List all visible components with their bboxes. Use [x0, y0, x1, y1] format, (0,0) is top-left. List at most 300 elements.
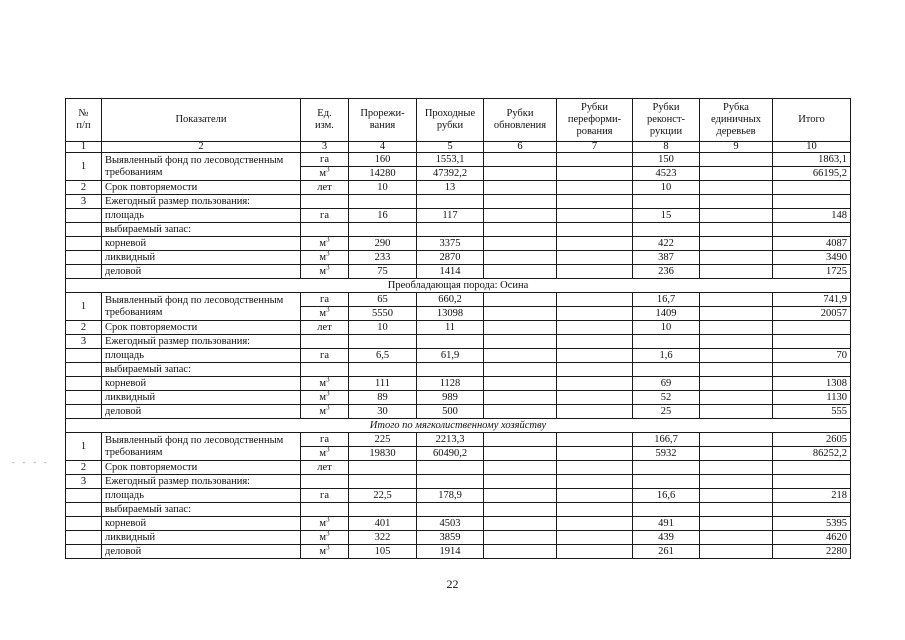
empty-cell — [773, 335, 851, 349]
unit-cell — [301, 237, 349, 251]
unit-cell: лет — [301, 321, 349, 335]
value-single — [700, 461, 773, 475]
value-single — [700, 321, 773, 335]
indicator-label: Ежегодный размер пользования: — [102, 195, 301, 209]
empty-cell — [557, 503, 633, 517]
value-single — [700, 349, 773, 363]
value-thinning: 5550 — [349, 307, 417, 321]
row-number — [66, 223, 102, 237]
value-single — [700, 545, 773, 559]
empty-cell — [700, 195, 773, 209]
value-reform — [557, 545, 633, 559]
table-row — [66, 209, 851, 223]
unit-text: м — [319, 392, 327, 403]
value-reconstr: 1,6 — [633, 349, 700, 363]
header-row — [66, 99, 851, 142]
empty-cell — [301, 223, 349, 237]
value-thinning — [349, 461, 417, 475]
empty-cell — [349, 335, 417, 349]
value-reform — [557, 181, 633, 195]
value-reconstr: 261 — [633, 545, 700, 559]
value-thinning: 111 — [349, 377, 417, 391]
value-total: 1308 — [773, 377, 851, 391]
value-passage: 2870 — [417, 251, 484, 265]
value-total: 1130 — [773, 391, 851, 405]
value-single — [700, 489, 773, 503]
value-total: 5395 — [773, 517, 851, 531]
value-thinning: 75 — [349, 265, 417, 279]
value-renewal — [484, 237, 557, 251]
unit-text: м — [319, 518, 327, 529]
value-reconstr: 52 — [633, 391, 700, 405]
value-thinning: 105 — [349, 545, 417, 559]
unit-cell — [301, 517, 349, 531]
indicator-label: ликвидный — [102, 251, 301, 265]
empty-cell — [349, 195, 417, 209]
row-number: 3 — [66, 475, 102, 489]
unit-text: м — [319, 546, 327, 557]
empty-cell — [301, 195, 349, 209]
indicator-label: Срок повторяемости — [102, 181, 301, 195]
indicator-label: Выявленный фонд по лесоводственным требованиям — [102, 293, 301, 321]
value-reform — [557, 167, 633, 181]
unit-cell — [301, 307, 349, 321]
indicator-label: Выявленный фонд по лесоводственным требованиям — [102, 153, 301, 181]
value-total: 70 — [773, 349, 851, 363]
unit-cell — [301, 349, 349, 363]
value-thinning: 225 — [349, 433, 417, 447]
value-reconstr: 25 — [633, 405, 700, 419]
unit-text: га — [320, 350, 329, 361]
empty-cell — [557, 195, 633, 209]
value-single — [700, 293, 773, 307]
unit-cell — [301, 405, 349, 419]
value-reconstr: 491 — [633, 517, 700, 531]
value-single — [700, 153, 773, 167]
value-total — [773, 321, 851, 335]
unit-cell — [301, 293, 349, 307]
row-number — [66, 265, 102, 279]
value-passage: 3859 — [417, 531, 484, 545]
value-thinning: 322 — [349, 531, 417, 545]
indicator-label: ликвидный — [102, 391, 301, 405]
unit-text: м — [319, 252, 327, 263]
unit-cell — [301, 209, 349, 223]
value-reform — [557, 377, 633, 391]
value-renewal — [484, 391, 557, 405]
table-row — [66, 475, 851, 489]
col-header-reform: Рубки переформи- рования — [557, 99, 633, 142]
empty-cell — [417, 195, 484, 209]
table-row — [66, 391, 851, 405]
value-thinning: 160 — [349, 153, 417, 167]
value-reform — [557, 293, 633, 307]
unit-superscript: 3 — [326, 376, 330, 384]
table-row — [66, 321, 851, 335]
col-number: 9 — [700, 142, 773, 153]
value-renewal — [484, 153, 557, 167]
unit-superscript: 3 — [326, 264, 330, 272]
value-passage — [417, 461, 484, 475]
empty-cell — [417, 363, 484, 377]
row-number — [66, 377, 102, 391]
value-reform — [557, 447, 633, 461]
table-row — [66, 461, 851, 475]
empty-cell — [484, 503, 557, 517]
indicator-label: ликвидный — [102, 531, 301, 545]
unit-text: м — [319, 168, 327, 179]
value-passage: 4503 — [417, 517, 484, 531]
page-number: 22 — [446, 577, 459, 591]
value-renewal — [484, 167, 557, 181]
value-total: 1863,1 — [773, 153, 851, 167]
table-row — [66, 517, 851, 531]
table-row — [66, 195, 851, 209]
empty-cell — [773, 363, 851, 377]
empty-cell — [557, 475, 633, 489]
unit-text: га — [320, 434, 329, 445]
indicator-label: деловой — [102, 545, 301, 559]
unit-text: м — [319, 308, 327, 319]
value-total: 148 — [773, 209, 851, 223]
empty-cell — [700, 475, 773, 489]
value-reconstr — [633, 461, 700, 475]
unit-text: м — [319, 532, 327, 543]
unit-cell — [301, 153, 349, 167]
col-number: 2 — [102, 142, 301, 153]
table-row — [66, 181, 851, 195]
value-reform — [557, 489, 633, 503]
value-reconstr: 16,6 — [633, 489, 700, 503]
value-thinning: 65 — [349, 293, 417, 307]
value-renewal — [484, 377, 557, 391]
value-renewal — [484, 251, 557, 265]
col-header-thinning: Прорежи- вания — [349, 99, 417, 142]
unit-text: га — [320, 154, 329, 165]
unit-cell — [301, 489, 349, 503]
unit-superscript: 3 — [326, 544, 330, 552]
value-renewal — [484, 433, 557, 447]
unit-cell: лет — [301, 461, 349, 475]
value-total: 20057 — [773, 307, 851, 321]
forestry-table — [65, 98, 851, 559]
value-reconstr: 5932 — [633, 447, 700, 461]
unit-cell — [301, 251, 349, 265]
unit-superscript: 3 — [326, 390, 330, 398]
empty-cell — [633, 335, 700, 349]
col-number: 5 — [417, 142, 484, 153]
col-number: 8 — [633, 142, 700, 153]
table-row — [66, 153, 851, 167]
scan-artifact: - - - - — [12, 458, 50, 467]
indicator-label: Ежегодный размер пользования: — [102, 475, 301, 489]
row-number: 3 — [66, 195, 102, 209]
empty-cell — [484, 223, 557, 237]
empty-cell — [700, 335, 773, 349]
empty-cell — [700, 503, 773, 517]
unit-cell — [301, 433, 349, 447]
indicator-label: Ежегодный размер пользования: — [102, 335, 301, 349]
value-renewal — [484, 293, 557, 307]
col-header-single: Рубка единичных деревьев — [700, 99, 773, 142]
table-row — [66, 265, 851, 279]
empty-cell — [700, 363, 773, 377]
value-renewal — [484, 545, 557, 559]
value-renewal — [484, 307, 557, 321]
value-reform — [557, 391, 633, 405]
empty-cell — [301, 363, 349, 377]
unit-cell — [301, 265, 349, 279]
col-header-no: № п/п — [66, 99, 102, 142]
value-passage: 117 — [417, 209, 484, 223]
value-passage: 11 — [417, 321, 484, 335]
value-passage: 13 — [417, 181, 484, 195]
row-number — [66, 517, 102, 531]
value-reconstr: 16,7 — [633, 293, 700, 307]
unit-text: га — [320, 490, 329, 501]
empty-cell — [633, 223, 700, 237]
empty-cell — [633, 475, 700, 489]
indicator-label: корневой — [102, 237, 301, 251]
indicator-label: площадь — [102, 349, 301, 363]
col-header-renewal: Рубки обновления — [484, 99, 557, 142]
empty-cell — [484, 363, 557, 377]
value-passage: 1128 — [417, 377, 484, 391]
value-thinning: 89 — [349, 391, 417, 405]
value-single — [700, 405, 773, 419]
col-header-reconstr: Рубки реконст- рукции — [633, 99, 700, 142]
unit-cell — [301, 391, 349, 405]
unit-text: га — [320, 294, 329, 305]
empty-cell — [417, 475, 484, 489]
indicator-label: деловой — [102, 265, 301, 279]
value-renewal — [484, 461, 557, 475]
unit-text: м — [319, 378, 327, 389]
empty-cell — [417, 335, 484, 349]
value-passage: 61,9 — [417, 349, 484, 363]
empty-cell — [557, 363, 633, 377]
unit-text: м — [319, 238, 327, 249]
value-reform — [557, 433, 633, 447]
section-title: Итого по мягколиственному хозяйству — [66, 419, 851, 433]
unit-cell — [301, 531, 349, 545]
table-row — [66, 237, 851, 251]
unit-superscript: 3 — [326, 166, 330, 174]
value-renewal — [484, 531, 557, 545]
value-thinning: 19830 — [349, 447, 417, 461]
table-row — [66, 363, 851, 377]
col-number: 4 — [349, 142, 417, 153]
value-passage: 13098 — [417, 307, 484, 321]
empty-cell — [700, 223, 773, 237]
row-number: 2 — [66, 321, 102, 335]
value-total: 66195,2 — [773, 167, 851, 181]
value-total: 741,9 — [773, 293, 851, 307]
row-number — [66, 489, 102, 503]
value-single — [700, 517, 773, 531]
value-reconstr: 439 — [633, 531, 700, 545]
value-passage: 660,2 — [417, 293, 484, 307]
value-reconstr: 166,7 — [633, 433, 700, 447]
indicator-label: Срок повторяемости — [102, 461, 301, 475]
value-renewal — [484, 447, 557, 461]
table-row — [66, 489, 851, 503]
value-passage: 3375 — [417, 237, 484, 251]
value-single — [700, 251, 773, 265]
indicator-label: Выявленный фонд по лесоводственным требованиям — [102, 433, 301, 461]
indicator-label: площадь — [102, 209, 301, 223]
value-passage: 47392,2 — [417, 167, 484, 181]
col-header-unit: Ед. изм. — [301, 99, 349, 142]
table-row — [66, 503, 851, 517]
value-single — [700, 377, 773, 391]
col-header-indicators: Показатели — [102, 99, 301, 142]
empty-cell — [484, 335, 557, 349]
unit-cell — [301, 447, 349, 461]
table-row — [66, 377, 851, 391]
value-reconstr: 69 — [633, 377, 700, 391]
row-number: 1 — [66, 433, 102, 461]
row-number: 2 — [66, 181, 102, 195]
column-number-row — [66, 142, 851, 153]
table-row — [66, 545, 851, 559]
unit-cell: лет — [301, 181, 349, 195]
unit-superscript: 3 — [326, 530, 330, 538]
value-single — [700, 307, 773, 321]
row-number: 3 — [66, 335, 102, 349]
value-reconstr: 387 — [633, 251, 700, 265]
empty-cell — [417, 223, 484, 237]
value-passage: 500 — [417, 405, 484, 419]
value-thinning: 30 — [349, 405, 417, 419]
table-row — [66, 251, 851, 265]
value-reconstr: 10 — [633, 181, 700, 195]
empty-cell — [484, 475, 557, 489]
unit-cell — [301, 377, 349, 391]
empty-cell — [633, 503, 700, 517]
value-reform — [557, 237, 633, 251]
value-reconstr: 15 — [633, 209, 700, 223]
value-single — [700, 531, 773, 545]
value-total: 218 — [773, 489, 851, 503]
value-reform — [557, 153, 633, 167]
section-title-row — [66, 419, 851, 433]
empty-cell — [557, 223, 633, 237]
row-number: 1 — [66, 153, 102, 181]
value-single — [700, 181, 773, 195]
table-row — [66, 433, 851, 447]
value-reconstr: 150 — [633, 153, 700, 167]
empty-cell — [557, 335, 633, 349]
indicator-label: корневой — [102, 517, 301, 531]
value-total: 555 — [773, 405, 851, 419]
row-number — [66, 503, 102, 517]
table-row — [66, 335, 851, 349]
value-single — [700, 167, 773, 181]
empty-cell — [484, 195, 557, 209]
empty-cell — [349, 475, 417, 489]
row-number — [66, 545, 102, 559]
unit-superscript: 3 — [326, 306, 330, 314]
value-renewal — [484, 265, 557, 279]
empty-cell — [301, 503, 349, 517]
table-row — [66, 531, 851, 545]
unit-superscript: 3 — [326, 250, 330, 258]
section-title-row — [66, 279, 851, 293]
empty-cell — [349, 363, 417, 377]
table-row — [66, 405, 851, 419]
value-single — [700, 391, 773, 405]
indicator-label: выбираемый запас: — [102, 223, 301, 237]
row-number — [66, 405, 102, 419]
value-total: 3490 — [773, 251, 851, 265]
value-reform — [557, 321, 633, 335]
value-single — [700, 447, 773, 461]
unit-cell — [301, 167, 349, 181]
empty-cell — [349, 223, 417, 237]
value-total: 86252,2 — [773, 447, 851, 461]
empty-cell — [417, 503, 484, 517]
value-reconstr: 10 — [633, 321, 700, 335]
col-number: 3 — [301, 142, 349, 153]
value-single — [700, 433, 773, 447]
value-passage: 989 — [417, 391, 484, 405]
unit-superscript: 3 — [326, 446, 330, 454]
value-reconstr: 4523 — [633, 167, 700, 181]
value-passage: 1414 — [417, 265, 484, 279]
value-passage: 2213,3 — [417, 433, 484, 447]
value-thinning: 290 — [349, 237, 417, 251]
row-number — [66, 349, 102, 363]
value-reform — [557, 517, 633, 531]
row-number — [66, 363, 102, 377]
empty-cell — [633, 363, 700, 377]
col-header-total: Итого — [773, 99, 851, 142]
unit-superscript: 3 — [326, 236, 330, 244]
value-renewal — [484, 489, 557, 503]
value-reform — [557, 265, 633, 279]
unit-text: м — [319, 266, 327, 277]
value-passage: 1553,1 — [417, 153, 484, 167]
row-number — [66, 209, 102, 223]
value-passage: 60490,2 — [417, 447, 484, 461]
value-reform — [557, 307, 633, 321]
value-passage: 1914 — [417, 545, 484, 559]
value-reconstr: 422 — [633, 237, 700, 251]
indicator-label: корневой — [102, 377, 301, 391]
table-row — [66, 223, 851, 237]
table-row — [66, 293, 851, 307]
table-row — [66, 349, 851, 363]
empty-cell — [773, 195, 851, 209]
indicator-label: площадь — [102, 489, 301, 503]
value-renewal — [484, 349, 557, 363]
value-renewal — [484, 405, 557, 419]
row-number — [66, 251, 102, 265]
indicator-label: выбираемый запас: — [102, 503, 301, 517]
col-number: 6 — [484, 142, 557, 153]
section-title: Преобладающая порода: Осина — [66, 279, 851, 293]
indicator-label: выбираемый запас: — [102, 363, 301, 377]
value-renewal — [484, 517, 557, 531]
value-thinning: 16 — [349, 209, 417, 223]
unit-text: га — [320, 210, 329, 221]
value-total — [773, 461, 851, 475]
unit-superscript: 3 — [326, 404, 330, 412]
value-reform — [557, 461, 633, 475]
value-single — [700, 265, 773, 279]
row-number — [66, 237, 102, 251]
